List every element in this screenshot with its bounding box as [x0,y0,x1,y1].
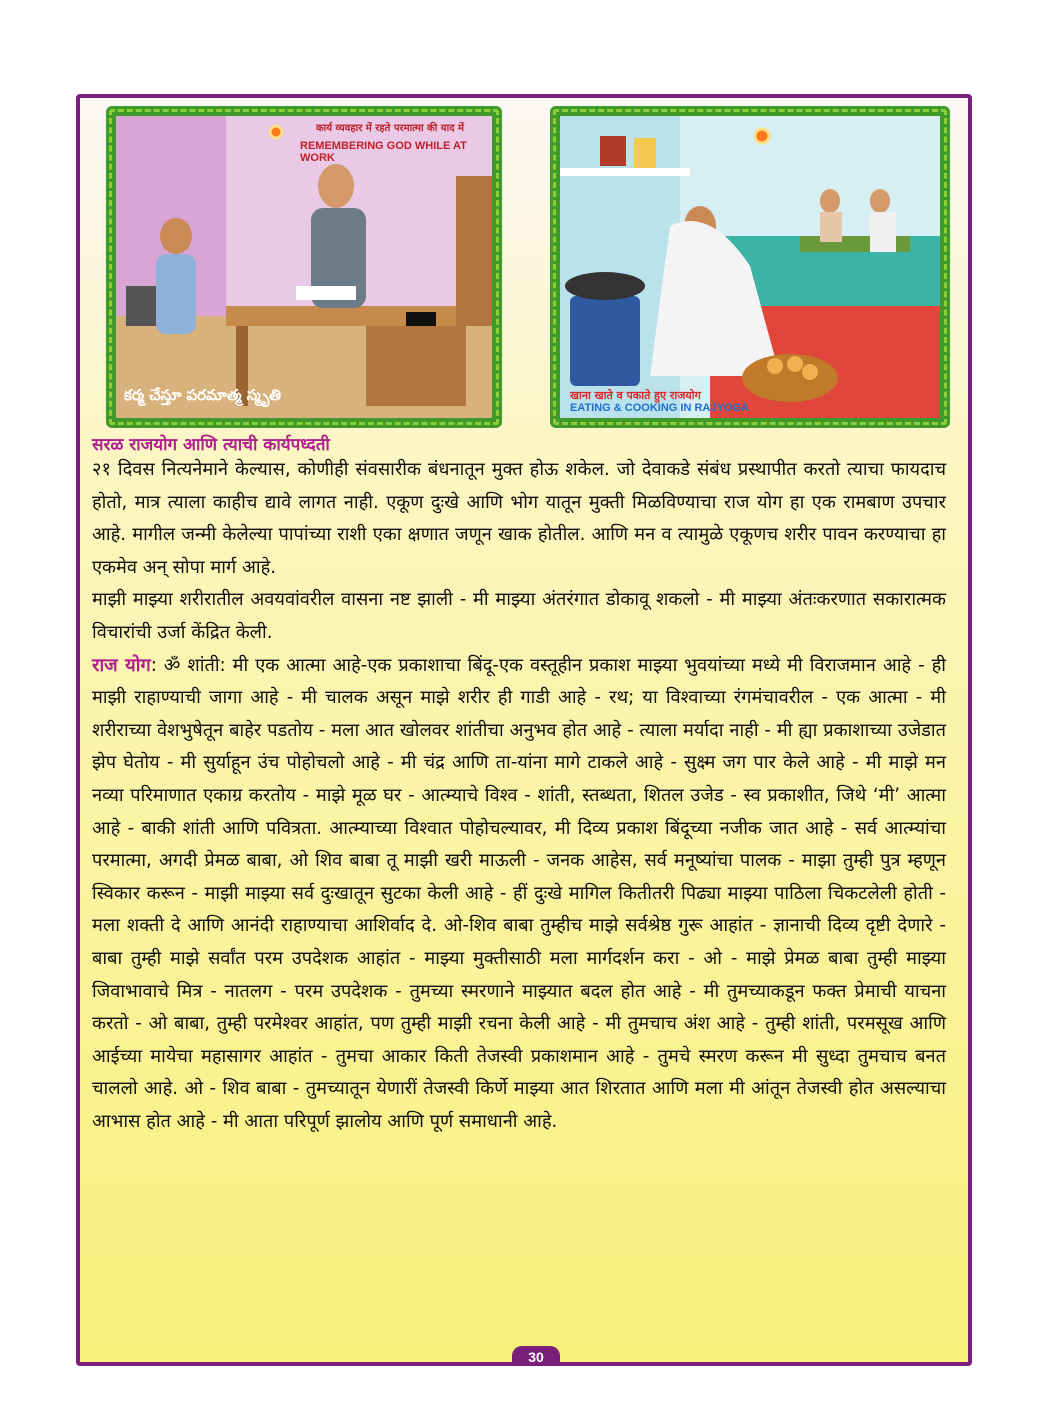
right-caption-english: EATING & COOKING IN RAJYOGA [570,402,749,414]
office-illustration [106,106,502,428]
paragraph-3-text: : ॐ शांती: मी एक आत्मा आहे-एक प्रकाशाचा बिंदू-एक वस्तूहीन प्रकाश माझ्या भुवयांच्या मध्ये मी विराजमान आहे - ही माझी राहाण्याची जागा आहे - मी चालक असून माझे शरीर ही गाडी आहे - रथ; या विश्वाच्या रंगमंचावरील - एक आत्मा - मी शरीराच्या वेशभुषेतून बाहेर पडतोय - मला आत खोलवर शांतीचा अनुभव होत आहे - त्याला मर्यादा नाही - मी ह्या प्रकाशाच्या उजेडात झेप घेतोय - मी सुर्याहून उंच पोहोचलो आहे - मी चंद्र आणि ता-यांना मागे टाकले आहे - सुक्ष्म जग पार केले आहे - मी माझे मन नव्या परिमाणात एकाग्र करतोय - माझे मूळ घर - आत्म्याचे विश्व - शांती, स्तब्धता, शितल उजेड - स्व प्रकाशीत, जिथे ‘मी’ आत्मा आहे - बाकी शांती आणि पवित्रता. आत्म्याच्या विश्वात पोहोचल्यावर, मी दिव्य प्रकाश बिंदूच्या नजीक जात आहे - सर्व आत्म्यांचा परमात्मा, अगदी प्रेमळ बाबा, ओ शिव बाबा तू माझी खरी माऊली - जनक आहेस, सर्व मनूष्यांचा पालक - माझा तुम्ही पुत्र म्हणून स्विकार करून - माझी माझ्या सर्व दुःखातून सुटका केली आहे - हीं दुःखे मागिल कितीतरी पिढ्या माझ्या पाठिला चिकटलेली होती - मला शक्ती दे आणि आनंदी राहाण्याचा आशिर्वाद दे. ओ-शिव बाबा तुम्हीच माझे सर्वश्रेष्ठ गुरू आहांत - ज्ञानाची दिव्य दृष्टी देणारे - बाबा तुम्ही माझे सर्वांत परम उपदेशक आहांत - माझ्या मुक्तीसाठी मला मार्गदर्शन करा - ओ - माझे प्रेमळ बाबा तुम्ही माझ्या जिवाभावाचे मित्र - नातलग - परम उपदेशक - तुमच्या स्मरणाने माझ्यात बदल होत आहे - मी तुमच्याकडून फक्त प्रेमाची याचना करतो - ओ बाबा, तुम्ही परमेश्वर आहांत, पण तुम्ही माझी रचना केली आहे - मी तुमचाच अंश आहे - तुम्ही शांती, परमसूख आणि आईच्या मायेचा महासागर आहांत - तुमचा आकार किती तेजस्वी प्रकाशमान आहे - तुमचे स्मरण करून मी सुध्दा तुमचाच बनत चाललो आहे. ओ - शिव बाबा - तुमच्यातून येणारीं तेजस्वी किर्णे माझ्या आत शिरतात आणि मला मी आंतून तेजस्वी होत असल्याचा आभास होत आहे - मी आता परिपूर्ण झालोय आणि पूर्ण समाधानी आहे. [92,654,946,1132]
paragraph-1: २१ दिवस नित्यनेमाने केल्यास, कोणीही संवसारीक बंधनातून मुक्त होऊ शकेल. जो देवाकडे संबंध प्रस्थापीत करतो त्याचा फायदाच होतो, मात्र त्याला काहीच द्यावे लागत नाही. एकूण दुःखे आणि भोग यातून मुक्ती मिळविण्याचा राज योग हा एक रामबाण उपचार आहे. मागील जन्मी केलेल्या पापांच्या राशी एका क्षणात जणून खाक होतील. आणि मन व त्यामुळे एकूणच शरीर पावन करण्याचा हा एकमेव अन् सोपा मार्ग आहे. [92,459,946,578]
cooking-scene-image [560,116,940,418]
article-heading: सरळ राजयोग आणि त्याची कार्यपध्दती [92,435,330,455]
left-caption-hindi: कार्य व्यवहार में रहते परमात्मा की याद में [316,123,464,134]
paragraph-3 [92,650,946,1139]
cooking-illustration [550,106,950,428]
right-caption-hindi: खाना खाते व पकाते हुए राजयोग [570,389,701,402]
left-caption-telugu: కర్మ చేస్తూ పరమాత్మ స్మృతి [124,386,281,404]
page-number: 30 [512,1346,560,1366]
left-caption-english: REMEMBERING GOD WHILE AT WORK [300,140,467,164]
article-body [92,454,946,1138]
page-frame [76,94,972,1366]
paragraph-2: माझी माझ्या शरीरातील अवयवांवरील वासना नष्ट झाली - मी माझ्या अंतरंगात डोकावू शकलो - मी माझ्या अंतःकरणात सकारात्मक विचारांची उर्जा केंद्रित केली. [92,589,946,643]
rajyoga-label: राज योग [92,654,151,676]
